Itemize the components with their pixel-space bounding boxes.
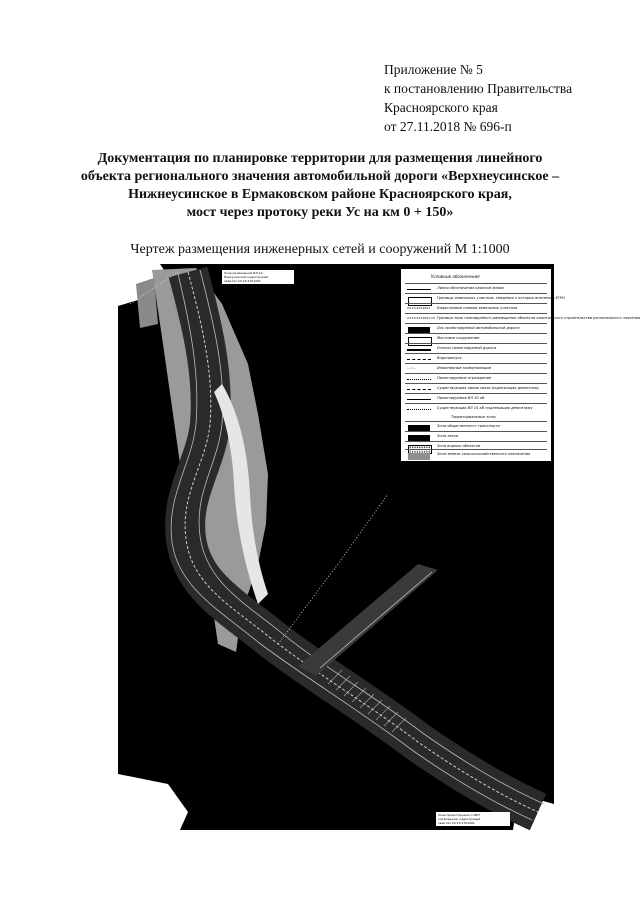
legend-row — [405, 403, 547, 414]
legend-symbol-text: 24:13:4701001 — [407, 306, 431, 310]
appendix-line: к постановлению Правительства — [384, 81, 573, 96]
line-symbol-icon — [407, 289, 431, 290]
branch-road-edge — [320, 572, 432, 668]
legend-label: Зона водных объектов — [437, 444, 481, 448]
legend-symbol — [405, 424, 433, 430]
legend-symbol — [405, 346, 433, 352]
line-symbol-icon — [407, 399, 431, 400]
legend-label: Проектируемая ВЛ 10 кВ — [437, 396, 485, 400]
map-note-top — [222, 270, 294, 284]
title-line: мост через протоку реки Ус на км 0 + 150» — [186, 205, 454, 220]
legend-zone-row — [405, 449, 547, 460]
legend-symbol — [405, 326, 433, 332]
map-note-line: ограждения, кадастровый — [438, 817, 481, 821]
legend-label: Линия обозначения красной линии — [437, 286, 504, 290]
legend-label: Мостовое сооружение — [437, 336, 480, 340]
map-note-line: квартал 24:13:4701001 — [224, 279, 261, 283]
legend-symbol — [405, 336, 433, 342]
title-line: объекта регионального значения автомобильной дороги «Верхнеусинское – — [80, 169, 560, 184]
legend-label: Существующая линия связи подлежащая демонтажу — [437, 386, 540, 390]
legend-label: Водопропуск — [437, 356, 462, 360]
branch-road — [298, 564, 438, 676]
legend-symbol — [405, 386, 433, 392]
legend-zones-heading: Территориальные зоны — [451, 415, 496, 419]
legend-label: Проектируемое ограждение — [437, 376, 492, 380]
legend-label: Зона земель сельскохозяйственного назначения — [437, 452, 531, 456]
legend-symbol — [405, 406, 433, 412]
legend-symbol — [405, 396, 433, 402]
legend-symbol-text: — I — — [407, 366, 416, 370]
legend-label: Ось проектируемой автомобильной дороги — [437, 326, 520, 330]
appendix-line: Приложение № 5 — [384, 62, 483, 77]
map-note-bottom — [436, 812, 510, 826]
dash-line-symbol-icon — [407, 359, 431, 360]
legend-symbol — [405, 434, 433, 440]
map-blank-area — [118, 774, 188, 830]
title-line: Документация по планировке территории для размещения линейного — [97, 151, 543, 166]
map-legend — [400, 268, 640, 462]
legend-label: Границы земельных участков, сведения о которых внесены в ЕГРН — [437, 296, 565, 300]
document-title — [40, 150, 600, 222]
map-note-line: Новоусинский кадастровый — [224, 275, 269, 279]
dash-line-symbol-icon — [407, 389, 431, 390]
appendix-block — [384, 60, 634, 136]
legend-label: Зона общественного транспорта — [437, 424, 500, 428]
legend-label: Существующая ВЛ 10 кВ подлежащая демонтажу — [437, 406, 533, 410]
legend-label: Инженерные коммуникации — [437, 366, 491, 370]
gray-fill-symbol-icon — [408, 453, 430, 460]
legend-label: Зона лесов — [437, 434, 458, 438]
dot-line-symbol-icon — [407, 409, 431, 410]
map-note-line: Зона проектируемого МБТ — [438, 813, 481, 817]
appendix-line: от 27.11.2018 № 696-п — [384, 119, 512, 134]
dot-line-symbol-icon — [407, 379, 431, 380]
legend-label: Граница зоны планируемого размещения объектов капитального строительства регионального значения — [437, 316, 640, 320]
bold-line-symbol-icon — [407, 349, 431, 351]
appendix-line: Красноярского края — [384, 100, 498, 115]
map-note-line: квартал 24:13:4701001 — [438, 821, 475, 825]
legend-symbol — [405, 286, 433, 292]
legend-symbol — [405, 356, 433, 362]
legend-label: Откосы проектируемой дороги — [437, 346, 497, 350]
legend-symbol — [405, 452, 433, 458]
legend-symbol — [405, 296, 433, 302]
legend-symbol-text: 24:13:4701001:15 — [407, 316, 435, 320]
title-line: Нижнеусинское в Ермаковском районе Красноярского края, — [128, 187, 512, 202]
legend-symbol — [405, 376, 433, 382]
legend-heading: Условные обозначения — [431, 274, 480, 279]
drawing-subtitle: Чертеж размещения инженерных сетей и сооружений М 1:1000 — [130, 242, 510, 257]
map-note-line: Зона размещения ВЛ-10 — [224, 271, 263, 275]
legend-label: Кадастровые номера земельных участков — [437, 306, 518, 310]
